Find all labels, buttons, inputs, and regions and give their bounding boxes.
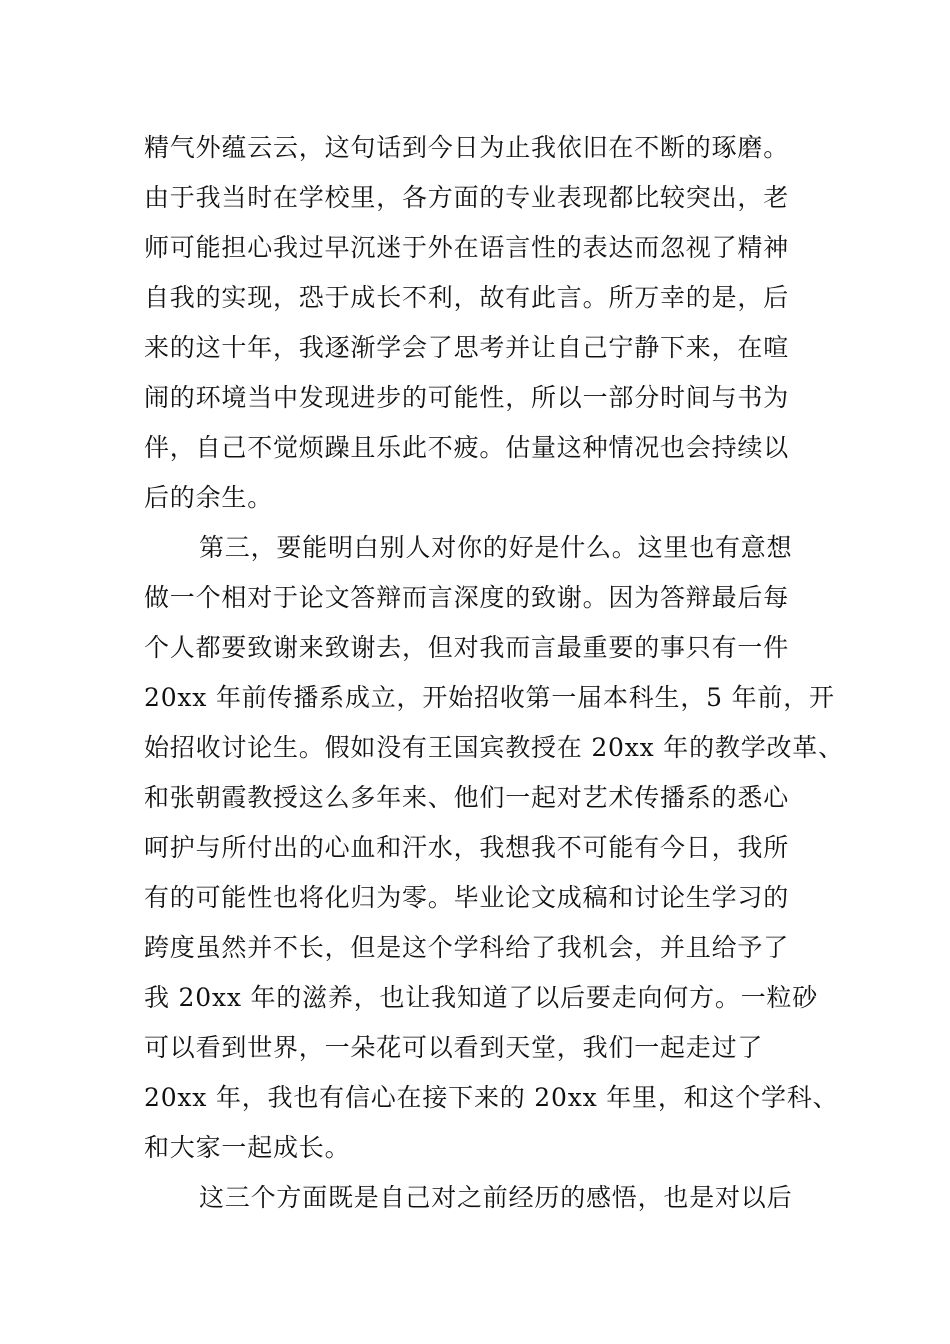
text-line: 闹的环境当中发现进步的可能性，所以一部分时间与书为 [144, 383, 790, 412]
text-line: 后的余生。 [144, 483, 274, 512]
text-line: 可以看到世界，一朵花可以看到天堂，我们一起走过了 [144, 1033, 764, 1062]
paragraph-start-line: 第三，要能明白别人对你的好是什么。这里也有意想 [199, 533, 793, 562]
text-line: 师可能担心我过早沉迷于外在语言性的表达而忽视了精神 [144, 233, 790, 262]
text-line: 自我的实现，恐于成长不利，故有此言。所万幸的是，后 [144, 283, 790, 312]
text-line: 我 20xx 年的滋养，也让我知道了以后要走向何方。一粒砂 [144, 983, 819, 1012]
text-line: 精气外蕴云云，这句话到今日为止我依旧在不断的琢磨。 [144, 133, 790, 162]
text-line: 和张朝霞教授这么多年来、他们一起对艺术传播系的悉心 [144, 783, 790, 812]
text-line: 和大家一起成长。 [144, 1133, 351, 1162]
text-line: 由于我当时在学校里，各方面的专业表现都比较突出，老 [144, 183, 790, 212]
text-line: 做一个相对于论文答辩而言深度的致谢。因为答辩最后每 [144, 583, 790, 612]
text-line: 伴，自己不觉烦躁且乐此不疲。估量这种情况也会持续以 [144, 433, 790, 462]
text-line: 个人都要致谢来致谢去，但对我而言最重要的事只有一件 [144, 633, 790, 662]
paragraph-start-line: 这三个方面既是自己对之前经历的感悟，也是对以后 [199, 1183, 793, 1212]
text-line: 有的可能性也将化归为零。毕业论文成稿和讨论生学习的 [144, 883, 790, 912]
text-line: 20xx 年前传播系成立，开始招收第一届本科生，5 年前，开 [144, 683, 835, 712]
text-line: 始招收讨论生。假如没有王国宾教授在 20xx 年的教学改革、 [144, 733, 844, 762]
text-line: 呵护与所付出的心血和汗水，我想我不可能有今日，我所 [144, 833, 790, 862]
text-line: 跨度虽然并不长，但是这个学科给了我机会，并且给予了 [144, 933, 790, 962]
text-line: 来的这十年，我逐渐学会了思考并让自己宁静下来，在喧 [144, 333, 790, 362]
text-line: 20xx 年，我也有信心在接下来的 20xx 年里，和这个学科、 [144, 1083, 839, 1112]
